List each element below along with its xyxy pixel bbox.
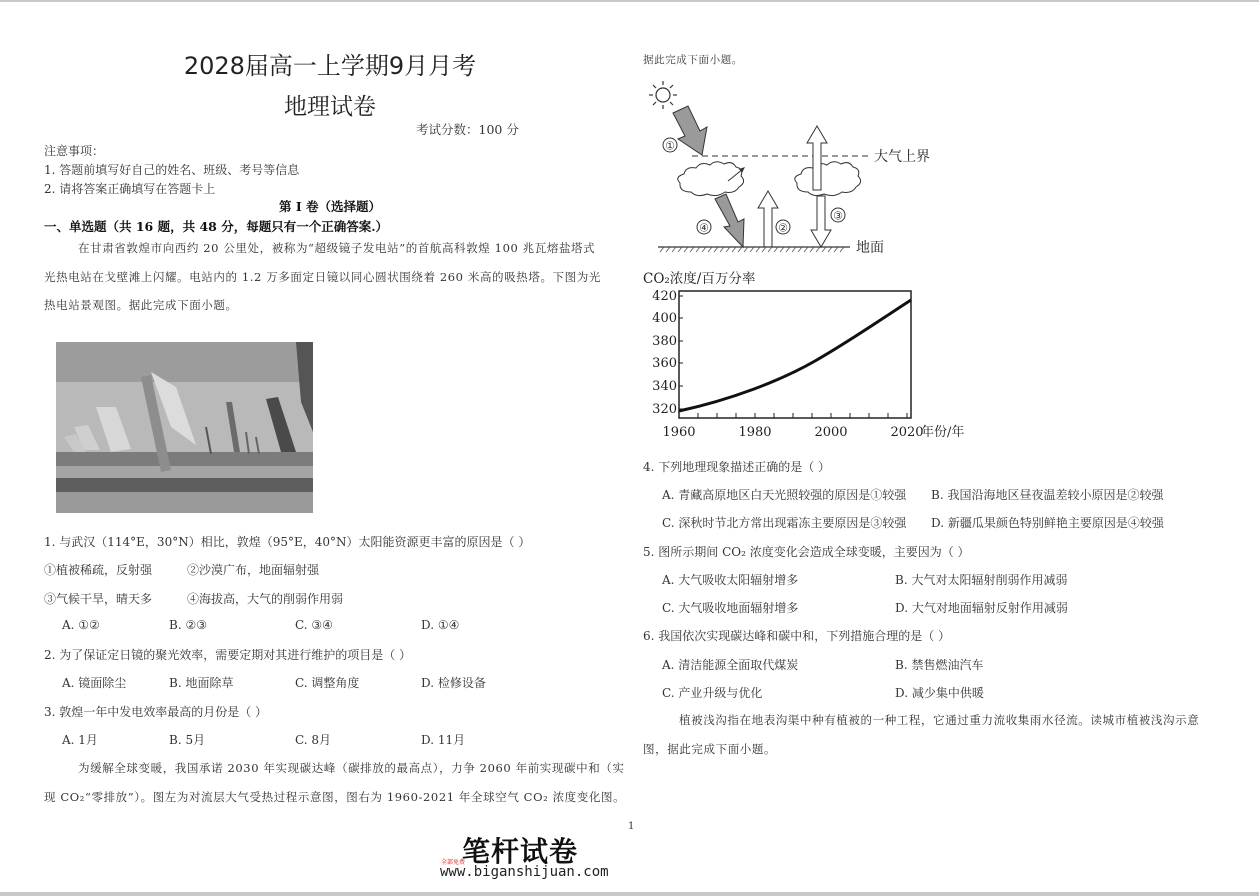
question-2-stem: 2. 为了保证定日镜的聚光效率，需要定期对其进行维护的项目是（ ） xyxy=(44,648,412,662)
question-5-stem: 5. 图所示期间 CO₂ 浓度变化会造成全球变暖，主要因为（ ） xyxy=(643,545,970,559)
q2-option-a[interactable]: A. 镜面除尘 xyxy=(62,676,127,690)
q1-option-c[interactable]: C. ③④ xyxy=(295,618,333,632)
ground-hatching xyxy=(660,247,844,252)
label-3: ③ xyxy=(833,209,843,223)
watermark-tag: 全部免费 xyxy=(441,859,466,866)
chart-plot-area xyxy=(679,291,911,418)
passage3-line-1: 植被浅沟指在地表沟渠中种有植被的一种工程，它通过重力流收集雨水径流。读城市植被浅沟示意 xyxy=(679,713,1200,727)
q6-option-b[interactable]: B. 禁售燃油汽车 xyxy=(895,658,984,672)
svg-text:2000: 2000 xyxy=(814,425,848,440)
page-number: 1 xyxy=(628,821,635,832)
svg-text:340: 340 xyxy=(652,379,677,394)
notice-item-2: 2. 请将答案正确填写在答题卡上 xyxy=(44,182,216,196)
q1-option-d[interactable]: D. ①④ xyxy=(421,618,460,632)
total-score: 考试分数：100 分 xyxy=(416,122,519,137)
cloud-left-icon xyxy=(678,162,744,196)
question-4-stem: 4. 下列地理现象描述正确的是（ ） xyxy=(643,460,831,474)
q2-option-b[interactable]: B. 地面除草 xyxy=(169,676,234,690)
svg-text:360: 360 xyxy=(652,356,677,371)
question-3-stem: 3. 敦煌一年中发电效率最高的月份是（ ） xyxy=(44,705,268,719)
q6-option-c[interactable]: C. 产业升级与优化 xyxy=(662,686,763,700)
q6-option-a[interactable]: A. 清洁能源全面取代煤炭 xyxy=(662,658,799,672)
ground-label: 地面 xyxy=(856,240,884,256)
solar-power-station-photo xyxy=(56,342,313,513)
chart-x-axis-label: 年份/年 xyxy=(921,425,965,440)
co2-curve xyxy=(679,300,911,411)
svg-text:320: 320 xyxy=(652,402,677,417)
question-6-stem: 6. 我国依次实现碳达峰和碳中和，下列措施合理的是（ ） xyxy=(643,629,951,643)
q3-option-a[interactable]: A. 1月 xyxy=(62,733,98,747)
viewer-bottom-border xyxy=(0,892,1259,896)
watermark-logo: 笔杆试卷 xyxy=(462,835,579,868)
q4-option-b[interactable]: B. 我国沿海地区昼夜温差较小原因是②较强 xyxy=(931,488,1164,502)
watermark-url[interactable]: www.biganshijuan.com xyxy=(440,864,609,880)
chart-y-axis-label: CO₂浓度/百万分率 xyxy=(643,271,756,287)
atmospheric-radiation-down-arrow xyxy=(811,196,831,247)
atmosphere-heating-diagram xyxy=(640,75,940,260)
q1-statement-4: ④海拔高，大气的削弱作用弱 xyxy=(187,592,344,606)
cloud-right-icon xyxy=(795,162,861,196)
solar-radiation-arrow xyxy=(673,106,707,155)
passage2-line-1: 为缓解全球变暖，我国承诺 2030 年实现碳达峰（碳排放的最高点），力争 2060 年前实现碳中和（实 xyxy=(78,761,625,775)
q3-option-b[interactable]: B. 5月 xyxy=(169,733,206,747)
passage1-line-3: 热电站景观图。据此完成下面小题。 xyxy=(44,298,238,312)
q2-option-c[interactable]: C. 调整角度 xyxy=(295,676,360,690)
exam-title: 2028届高一上学期9月月考 xyxy=(183,52,477,80)
q5-option-b[interactable]: B. 大气对太阳辐射削弱作用减弱 xyxy=(895,573,1068,587)
svg-text:1980: 1980 xyxy=(738,425,772,440)
passage2-line-2: 现 CO₂“零排放”）。图左为对流层大气受热过程示意图，图右为 1960-2021 年全球空气 CO₂ 浓度变化图。 xyxy=(44,790,626,804)
q1-option-a[interactable]: A. ①② xyxy=(62,618,100,632)
part-title: 一、单选题（共 16 题，共 48 分，每题只有一个正确答案.） xyxy=(44,219,389,234)
q5-option-a[interactable]: A. 大气吸收太阳辐射增多 xyxy=(662,573,799,587)
q3-option-d[interactable]: D. 11月 xyxy=(421,733,466,747)
q6-option-d[interactable]: D. 减少集中供暖 xyxy=(895,686,984,700)
chart-x-ticks xyxy=(662,425,923,440)
notice-heading: 注意事项： xyxy=(44,144,105,158)
svg-text:400: 400 xyxy=(652,311,677,326)
sun-icon xyxy=(649,81,677,109)
upper-boundary-label: 大气上界 xyxy=(874,149,930,165)
svg-text:420: 420 xyxy=(652,289,677,304)
subject-title: 地理试卷 xyxy=(284,94,376,120)
svg-text:380: 380 xyxy=(652,334,677,349)
q1-statement-3: ③气候干旱，晴天多 xyxy=(44,592,153,606)
label-1: ① xyxy=(665,139,675,153)
atmospheric-counter-radiation-arrow xyxy=(715,194,744,247)
q2-option-d[interactable]: D. 检修设备 xyxy=(421,676,486,690)
ground-radiation-arrow xyxy=(758,191,778,247)
label-4: ④ xyxy=(699,221,709,235)
q5-option-c[interactable]: C. 大气吸收地面辐射增多 xyxy=(662,601,799,615)
co2-concentration-chart xyxy=(640,265,980,445)
viewer-top-border xyxy=(0,0,1259,2)
q1-option-b[interactable]: B. ②③ xyxy=(169,618,207,632)
q5-option-d[interactable]: D. 大气对地面辐射反射作用减弱 xyxy=(895,601,1068,615)
passage1-line-1: 在甘肃省敦煌市向西约 20 公里处，被称为“超级镜子发电站”的首航高科敦煌 100 兆瓦熔盐塔式 xyxy=(78,241,596,255)
q3-option-c[interactable]: C. 8月 xyxy=(295,733,332,747)
question-1-stem: 1. 与武汉（114°E，30°N）相比，敦煌（95°E，40°N）太阳能资源更丰富的原因是（ ） xyxy=(44,535,531,549)
q4-option-c[interactable]: C. 深秋时节北方常出现霜冻主要原因是③较强 xyxy=(662,516,907,530)
q1-statement-1: ①植被稀疏，反射强 xyxy=(44,563,153,577)
notice-item-1: 1. 答题前填写好自己的姓名、班级、考号等信息 xyxy=(44,163,300,177)
passage2-line-3: 据此完成下面小题。 xyxy=(643,54,743,66)
q4-option-d[interactable]: D. 新疆瓜果颜色特别鲜艳主要原因是④较强 xyxy=(931,516,1164,530)
svg-text:2020: 2020 xyxy=(890,425,924,440)
chart-y-ticks xyxy=(652,289,677,417)
label-2: ② xyxy=(778,221,788,235)
passage3-line-2: 图，据此完成下面小题。 xyxy=(643,742,777,756)
heliostat-field-illustration xyxy=(56,342,313,513)
passage1-line-2: 光热电站在戈壁滩上闪耀。电站内的 1.2 万多面定日镜以同心圆状围绕着 260 米高的吸热塔。下图为光 xyxy=(44,270,601,284)
volume-title: 第 I 卷（选择题） xyxy=(278,199,382,214)
q4-option-a[interactable]: A. 青藏高原地区白天光照较强的原因是①较强 xyxy=(662,488,907,502)
q1-statement-2: ②沙漠广布，地面辐射强 xyxy=(187,563,320,577)
svg-text:1960: 1960 xyxy=(662,425,696,440)
